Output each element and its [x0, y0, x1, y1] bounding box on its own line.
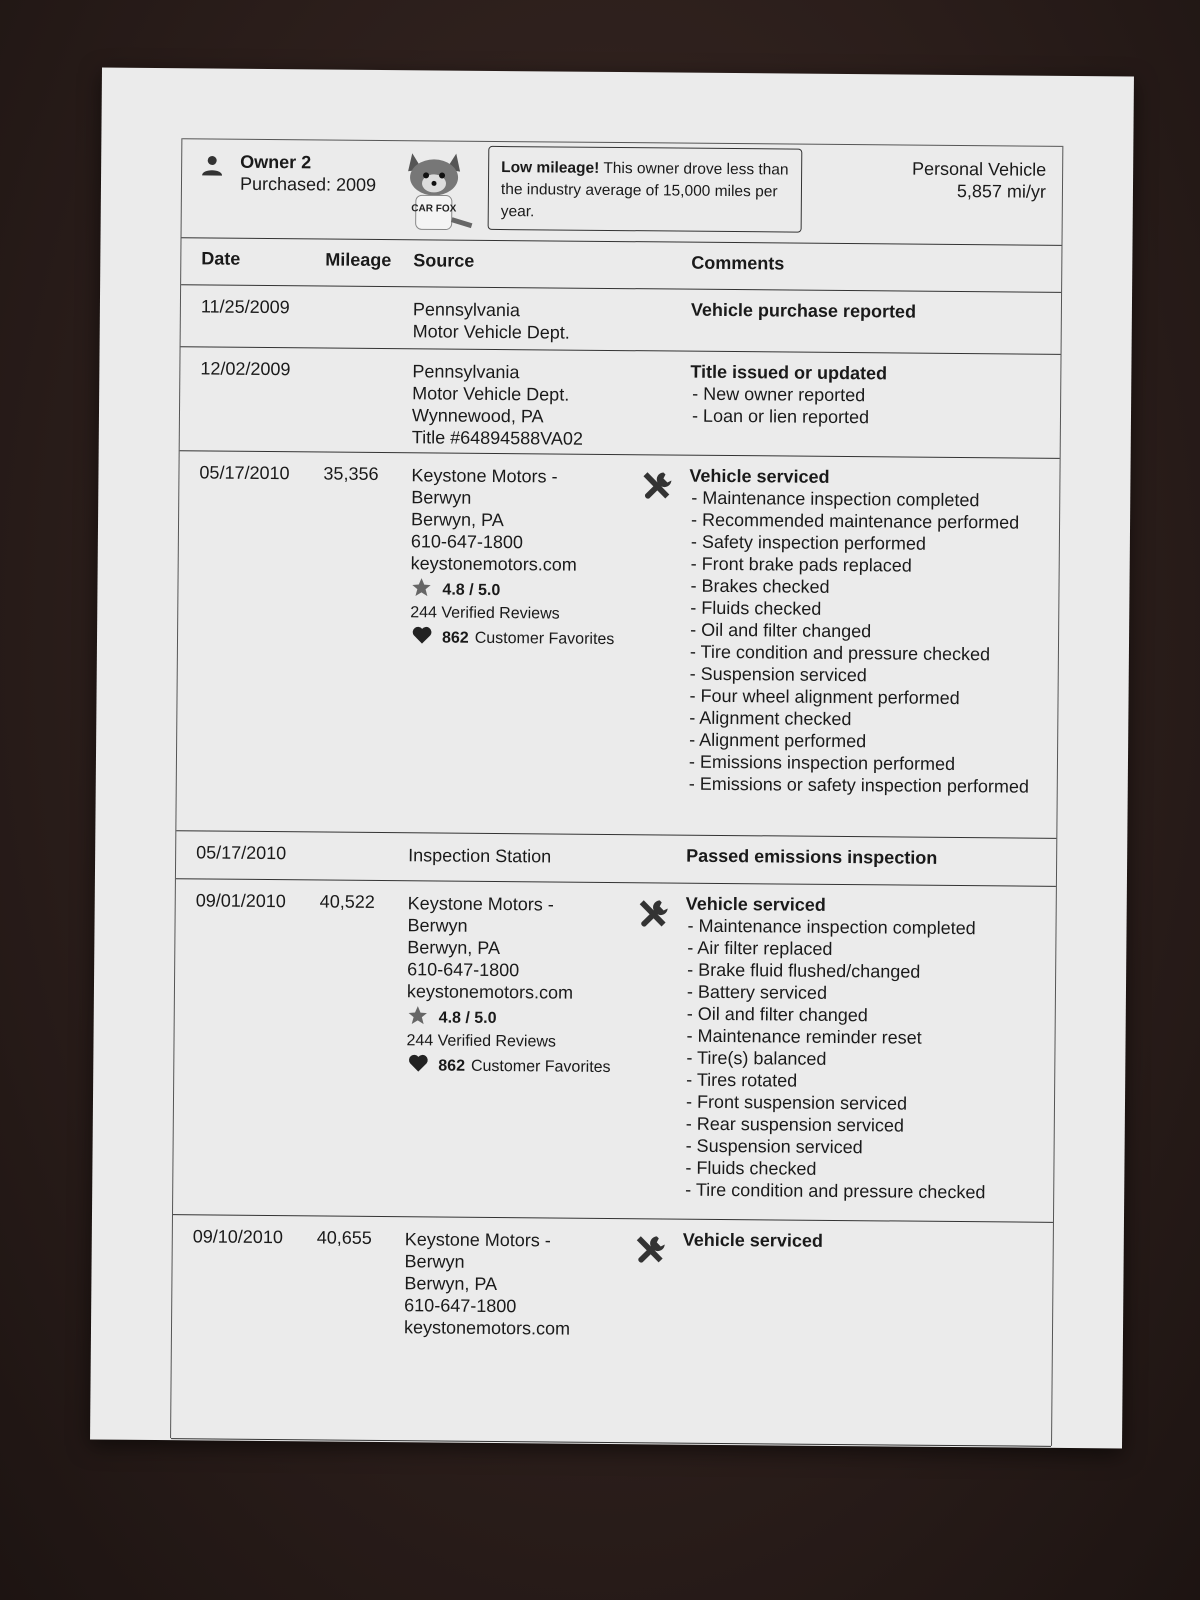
header-date: Date — [201, 248, 241, 269]
record-mileage: 40,655 — [316, 1227, 372, 1248]
favorites-count: 862 — [441, 629, 469, 647]
record-row — [171, 1214, 1053, 1447]
owner-summary — [182, 138, 1063, 246]
record-row — [173, 878, 1056, 1223]
comment-item: - Tire condition and pressure checked — [689, 641, 991, 665]
record-source — [413, 298, 653, 344]
carfox-mascot-icon — [394, 149, 475, 238]
wrench-screwdriver-icon — [639, 468, 675, 504]
miles-per-year: 5,857 mi/yr — [956, 180, 1047, 202]
callout-title: Low mileage! — [501, 159, 600, 177]
star-icon — [410, 576, 442, 605]
wrench-screwdriver-icon — [635, 896, 671, 932]
favorites-count: 862 — [438, 1057, 466, 1075]
comment-item: - Tires rotated — [686, 1069, 798, 1091]
source-line: 610-647-1800 — [410, 531, 524, 553]
record-mileage: 40,522 — [319, 891, 375, 912]
comment-item: - Recommended maintenance performed — [690, 509, 1020, 533]
source-line: Pennsylvania — [412, 361, 520, 383]
verified-reviews: 244 Verified Reviews — [410, 604, 560, 623]
source-line: Title #64894588VA02 — [411, 427, 584, 449]
comment-title: Passed emissions inspection — [686, 845, 938, 868]
comment-item: - Fluids checked — [685, 1157, 817, 1179]
record-source — [410, 464, 652, 652]
comment-item: - Alignment performed — [689, 729, 867, 752]
source-line: Berwyn — [407, 915, 468, 936]
record-comments — [686, 845, 1046, 870]
record-comments — [687, 465, 1050, 798]
source-line: Motor Vehicle Dept. — [412, 321, 570, 343]
comment-item: - Tire(s) balanced — [686, 1047, 827, 1069]
mascot-shirt-text: CAR FOX — [411, 203, 457, 215]
source-line: keystonemotors.com — [403, 1317, 571, 1339]
rating — [407, 1006, 647, 1032]
source-line: Keystone Motors - — [407, 893, 554, 915]
comment-item: - Brake fluid flushed/changed — [687, 959, 921, 982]
source-line: Berwyn — [411, 487, 472, 508]
comment-item: - Maintenance reminder reset — [686, 1025, 922, 1048]
customer-favorites — [410, 626, 650, 652]
comment-title: Vehicle serviced — [685, 893, 826, 915]
source-line: Berwyn — [404, 1251, 465, 1272]
source-line: Pennsylvania — [412, 299, 521, 321]
record-comments — [683, 893, 1046, 1204]
comment-title: Vehicle serviced — [682, 1229, 823, 1251]
owner-purchased: Purchased: 2009 — [239, 173, 377, 195]
low-mileage-callout — [488, 146, 803, 233]
record-source — [404, 1228, 645, 1340]
record-date: 09/01/2010 — [195, 890, 286, 912]
comment-item: - Oil and filter changed — [690, 619, 872, 642]
comment-item: - Loan or lien reported — [691, 405, 870, 428]
record-source — [408, 844, 648, 868]
source-line: keystonemotors.com — [406, 981, 574, 1003]
comment-item: - Alignment checked — [689, 707, 852, 730]
comment-title: Title issued or updated — [690, 361, 888, 384]
comment-item: - Oil and filter changed — [686, 1003, 868, 1026]
comment-item: - Front brake pads replaced — [690, 553, 912, 576]
vehicle-usage — [912, 158, 1046, 203]
callout-text: This owner drove less than the industry average of 15,000 miles per year. — [500, 159, 789, 221]
verified-reviews: 244 Verified Reviews — [406, 1032, 557, 1051]
wrench-screwdriver-icon — [633, 1232, 669, 1268]
source-line: 610-647-1800 — [404, 1295, 517, 1317]
heart-icon — [410, 624, 442, 653]
comment-item: - Four wheel alignment performed — [689, 685, 960, 709]
source-line: Keystone Motors - — [411, 465, 558, 487]
source-line: keystonemotors.com — [410, 553, 577, 575]
source-line: Keystone Motors - — [404, 1229, 551, 1251]
rating-value: 4.8 / 5.0 — [438, 1009, 497, 1028]
comment-item: - Front suspension serviced — [685, 1091, 908, 1114]
record-row — [180, 346, 1061, 459]
star-icon — [407, 1004, 439, 1033]
person-icon — [200, 153, 224, 177]
comment-item: - Safety inspection performed — [690, 531, 927, 554]
printed-report-page — [90, 68, 1134, 1449]
record-date: 12/02/2009 — [200, 358, 291, 380]
header-comments: Comments — [691, 252, 785, 274]
vehicle-history-table — [170, 138, 1063, 1446]
comment-item: - Rear suspension serviced — [685, 1113, 905, 1136]
comment-item: - Suspension serviced — [685, 1135, 863, 1158]
header-source: Source — [413, 250, 475, 271]
comment-item: - Tire condition and pressure checked — [685, 1179, 986, 1203]
source-line: Berwyn, PA — [407, 937, 501, 959]
record-mileage: 35,356 — [323, 463, 379, 484]
source-line: Wynnewood, PA — [411, 405, 544, 427]
record-comments — [683, 1229, 1043, 1254]
comment-title: Vehicle purchase reported — [690, 299, 917, 322]
customer-favorites — [406, 1054, 646, 1080]
source-line: Berwyn, PA — [410, 509, 504, 531]
favorites-label: Customer Favorites — [474, 629, 615, 649]
record-row — [181, 284, 1062, 355]
comment-item: - Fluids checked — [690, 597, 822, 619]
comment-item: - New owner reported — [692, 383, 866, 406]
record-source — [406, 892, 648, 1080]
record-row — [176, 450, 1059, 839]
comment-item: - Suspension serviced — [689, 663, 867, 686]
source-line: 610-647-1800 — [407, 959, 520, 981]
source-line: Motor Vehicle Dept. — [412, 383, 570, 405]
comment-item: - Brakes checked — [690, 575, 830, 597]
record-date: 11/25/2009 — [200, 296, 290, 318]
source-line: Berwyn, PA — [404, 1273, 498, 1295]
comment-item: - Maintenance inspection completed — [687, 915, 976, 939]
record-date: 05/17/2010 — [199, 462, 290, 484]
record-comments — [691, 299, 1051, 324]
rating-value: 4.8 / 5.0 — [442, 581, 501, 600]
rating — [410, 578, 650, 604]
owner-name: Owner 2 — [240, 151, 312, 173]
comment-item: - Emissions inspection performed — [688, 751, 956, 774]
record-comments — [690, 361, 1051, 430]
comment-item: - Emissions or safety inspection performed — [688, 773, 1029, 797]
comment-item: - Air filter replaced — [687, 937, 833, 959]
comment-title: Vehicle serviced — [689, 465, 830, 487]
record-source — [412, 360, 653, 450]
record-date: 09/10/2010 — [192, 1226, 283, 1248]
source-line: Inspection Station — [408, 845, 552, 867]
header-mileage: Mileage — [325, 249, 392, 271]
vehicle-type: Personal Vehicle — [911, 158, 1047, 180]
comment-item: - Maintenance inspection completed — [691, 487, 980, 511]
heart-icon — [406, 1052, 438, 1081]
record-date: 05/17/2010 — [196, 842, 287, 864]
comment-item: - Battery serviced — [686, 981, 828, 1003]
favorites-label: Customer Favorites — [470, 1057, 611, 1076]
